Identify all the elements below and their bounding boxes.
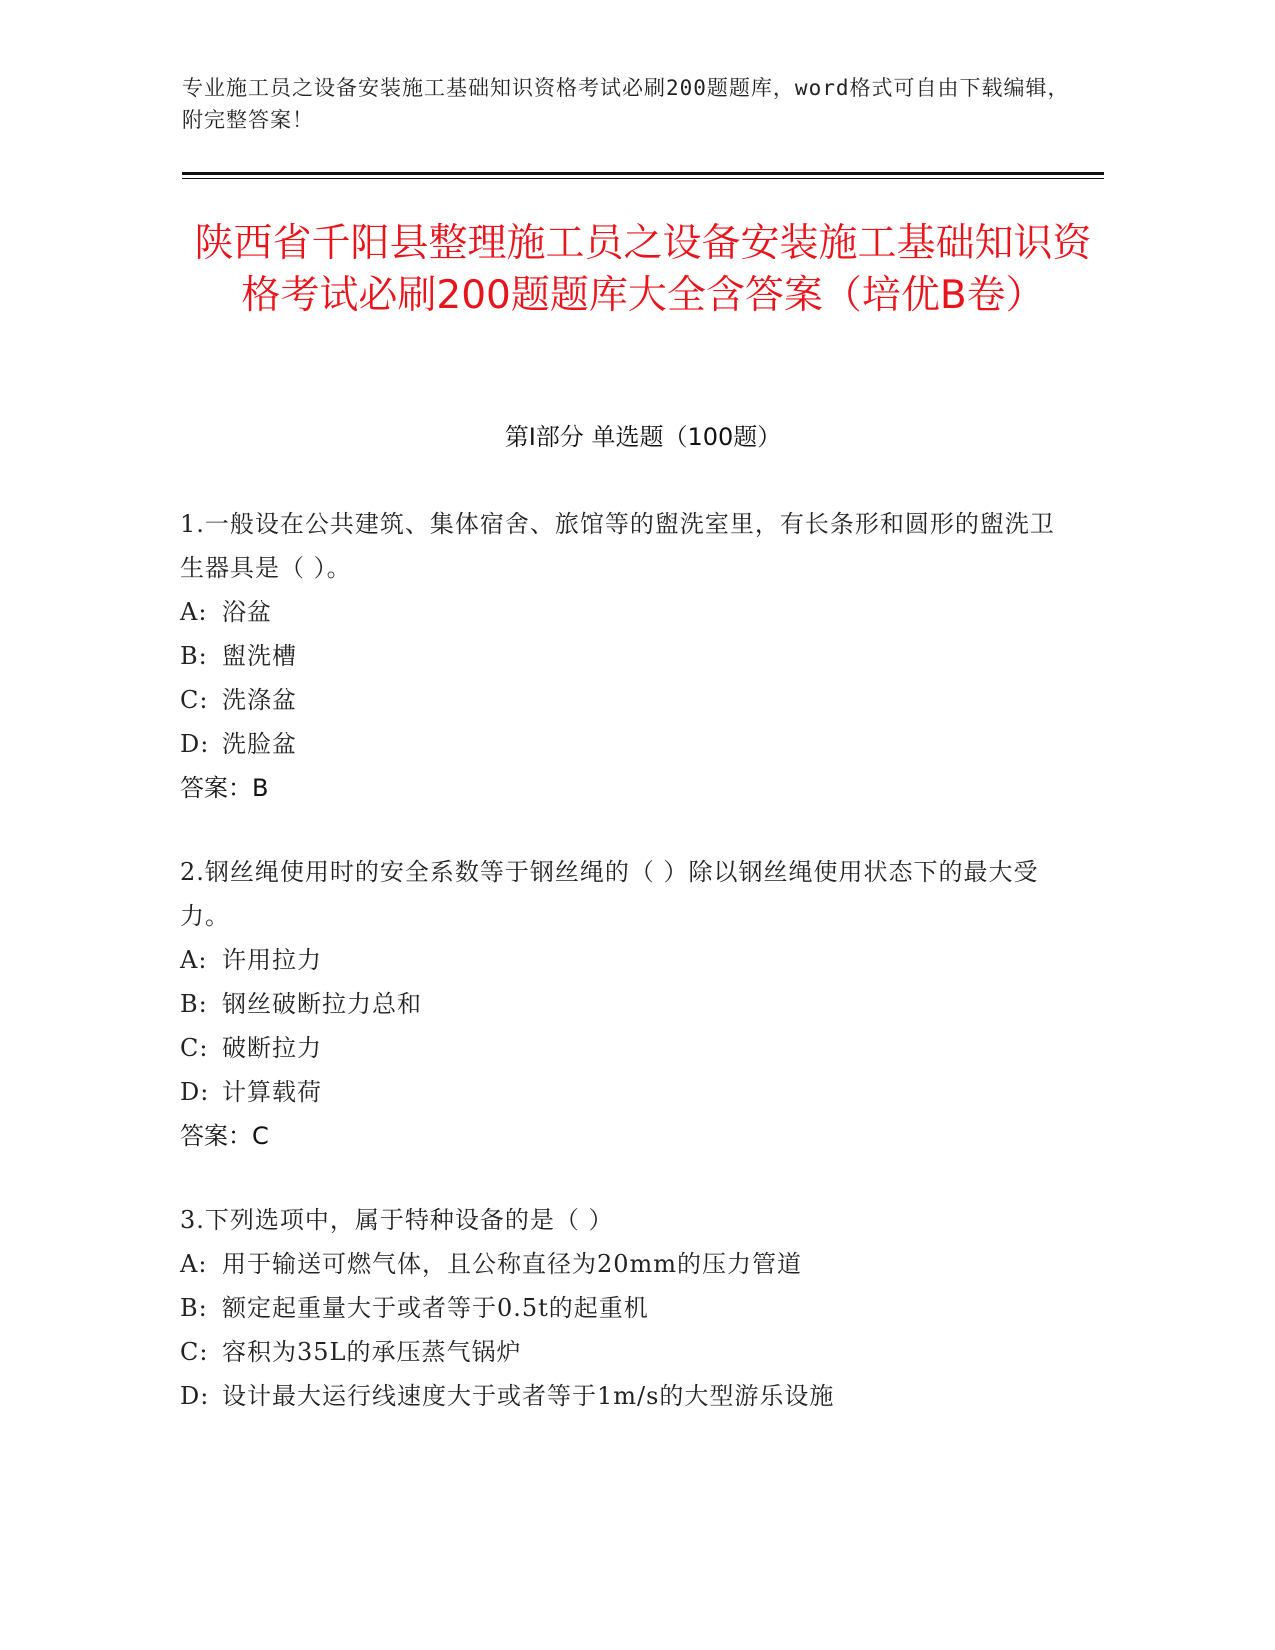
option-text: 洗涤盆 (222, 686, 297, 714)
question-3 (180, 1198, 1060, 1418)
document-title: 陕西省千阳县整理施工员之设备安装施工基础知识资格考试必刷200题题库大全含答案（培优B卷） (194, 221, 1092, 318)
option-letter: A: (180, 1250, 208, 1278)
option-text: 洗脸盆 (222, 730, 297, 758)
option-text: 额定起重量大于或者等于0.5t的起重机 (222, 1294, 649, 1322)
option-text: 浴盆 (222, 598, 272, 626)
answer-line: 答案：B (180, 774, 269, 802)
question-stem: 1.一般设在公共建筑、集体宿舍、旅馆等的盥洗室里，有长条形和圆形的盥洗卫生器具是（ ）。 (180, 510, 1055, 582)
option-text: 设计最大运行线速度大于或者等于1m/s的大型游乐设施 (222, 1382, 835, 1410)
option-letter: D: (180, 730, 210, 758)
option-text: 盥洗槽 (222, 642, 297, 670)
option-d (180, 1374, 1060, 1418)
option-text: 钢丝破断拉力总和 (222, 990, 422, 1018)
question-2 (180, 850, 1060, 1158)
option-b (180, 982, 1060, 1026)
option-text: 计算载荷 (222, 1078, 322, 1106)
option-letter: C: (180, 1034, 209, 1062)
header-divider-thick (182, 172, 1104, 175)
option-letter: B: (180, 642, 208, 670)
option-c (180, 1330, 1060, 1374)
option-letter: A: (180, 946, 208, 974)
option-letter: B: (180, 1294, 208, 1322)
question-1 (180, 502, 1060, 810)
option-text: 许用拉力 (222, 946, 322, 974)
option-text: 破断拉力 (222, 1034, 322, 1062)
question-stem: 3.下列选项中，属于特种设备的是（ ） (180, 1206, 614, 1234)
option-a (180, 1242, 1060, 1286)
section-heading: 第I部分 单选题（100题） (504, 423, 782, 451)
option-a (180, 590, 1060, 634)
option-letter: C: (180, 1338, 209, 1366)
option-b (180, 1286, 1060, 1330)
option-letter: B: (180, 990, 208, 1018)
option-letter: D: (180, 1382, 210, 1410)
header-divider-thin (182, 178, 1104, 179)
option-text: 容积为35L的承压蒸气锅炉 (222, 1338, 522, 1366)
option-letter: A: (180, 598, 208, 626)
option-c (180, 678, 1060, 722)
header-note: 专业施工员之设备安装施工基础知识资格考试必刷200题题库，word格式可自由下载编辑，附完整答案！ (182, 76, 1070, 132)
option-b (180, 634, 1060, 678)
option-c (180, 1026, 1060, 1070)
option-letter: D: (180, 1078, 210, 1106)
option-text: 用于输送可燃气体，且公称直径为20mm的压力管道 (222, 1250, 803, 1278)
question-stem: 2.钢丝绳使用时的安全系数等于钢丝绳的（ ）除以钢丝绳使用状态下的最大受力。 (180, 858, 1039, 930)
option-d (180, 1070, 1060, 1114)
option-a (180, 938, 1060, 982)
option-letter: C: (180, 686, 209, 714)
option-d (180, 722, 1060, 766)
answer-line: 答案：C (180, 1122, 269, 1150)
